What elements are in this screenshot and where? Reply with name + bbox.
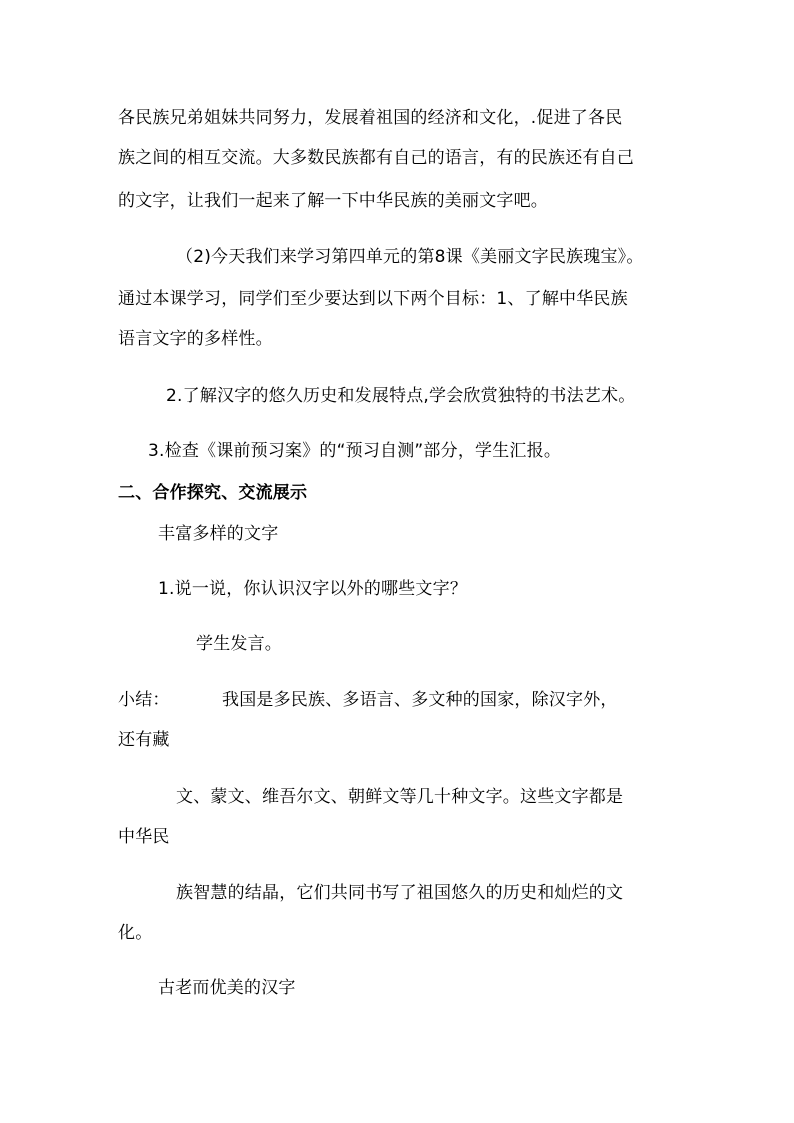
step-3: 3.检查《课前预习案》的“预习自测”部分，学生汇报。 [148,441,562,461]
lesson-line-1: （2)今天我们来学习第四单元的第8课《美丽文字民族瑰宝》。 [176,247,644,267]
lesson-line-3: 语言文字的多样性。 [118,329,273,349]
summary-line-3: 文、蒙文、维吾尔文、朝鲜文等几十种文字。这些文字都是 [176,787,624,807]
student-response: 学生发言。 [196,634,282,654]
summary-line-1: 我国是多民族、多语言、多文种的国家，除汉字外， [222,690,618,710]
summary-line-5: 族智慧的结晶，它们共同书写了祖国悠久的历史和灿烂的文 [176,883,624,903]
intro-line-1: 各民族兄弟姐妹共同努力，发展着祖国的经济和文化，.促进了各民 [118,108,623,128]
subheading-rich-scripts: 丰富多样的文字 [158,524,279,544]
summary-label: 小结： [118,690,170,710]
goal-2: 2.了解汉字的悠久历史和发展特点,学会欣赏独特的书法艺术。 [166,386,636,406]
subheading-ancient-hanzi: 古老而优美的汉字 [158,978,296,998]
intro-line-2: 族之间的相互交流。大多数民族都有自己的语言，有的民族还有自己 [118,148,634,168]
question-1: 1.说一说，你认识汉字以外的哪些文字？ [158,579,468,599]
section-heading: 二、合作探究、交流展示 [118,483,308,503]
intro-line-3: 的文字，让我们一起来了解一下中华民族的美丽文字吧。 [118,191,548,211]
lesson-line-2: 通过本课学习，同学们至少要达到以下两个目标：1、了解中华民族 [118,289,628,309]
summary-line-6: 化。 [118,923,153,943]
summary-line-4: 中华民 [118,827,170,847]
summary-line-2: 还有藏 [118,730,170,750]
